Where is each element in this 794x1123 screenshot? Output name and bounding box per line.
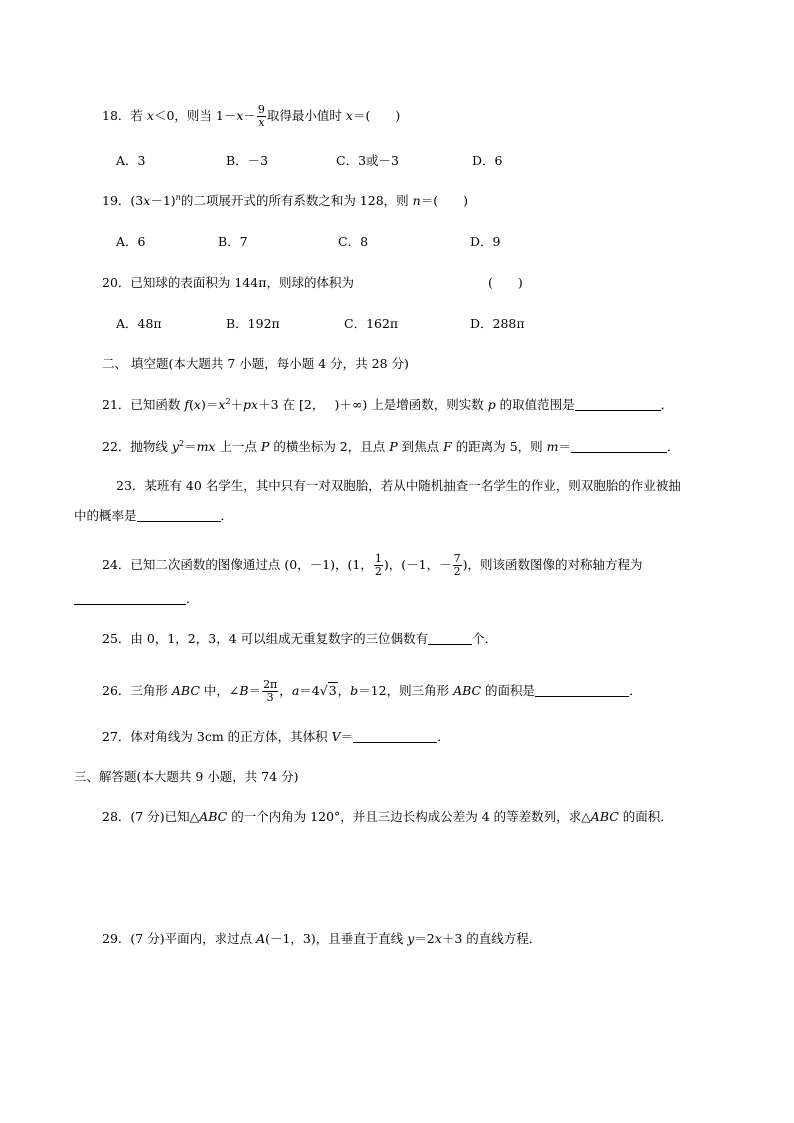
q29-var: A bbox=[256, 931, 266, 946]
q26-var: b bbox=[350, 683, 359, 698]
q21-answer-blank[interactable] bbox=[575, 398, 661, 411]
question-24-line-2 bbox=[74, 591, 199, 607]
q21-var: p bbox=[487, 397, 496, 412]
q20-answer-paren: ( ) bbox=[488, 275, 523, 290]
q26-var: a bbox=[291, 683, 300, 698]
fraction-denominator: 2 bbox=[453, 565, 461, 578]
q23-end: ． bbox=[220, 508, 234, 523]
q21-text: 21．已知函数 bbox=[102, 397, 185, 412]
q18-option-b[interactable]: B．－3 bbox=[226, 153, 269, 168]
q21-text: ＋ bbox=[230, 397, 244, 412]
q26-text: 26．三角形 bbox=[102, 683, 172, 698]
q26-answer-blank[interactable] bbox=[535, 684, 629, 697]
q18-option-d[interactable]: D．6 bbox=[472, 153, 503, 168]
question-19 bbox=[102, 193, 468, 209]
q26-var: ABC bbox=[453, 683, 482, 698]
fraction-denominator: 3 bbox=[266, 691, 274, 704]
q28-text: 的一个内角为 120°，并且三边长构成公差为 4 的等差数列，求△ bbox=[227, 809, 591, 824]
q22-var: F bbox=[443, 439, 452, 454]
q26-text: ， bbox=[337, 683, 351, 698]
fraction-denominator: 2 bbox=[374, 565, 382, 578]
q24-fraction-1 bbox=[374, 553, 383, 578]
q26-text: ＝ bbox=[248, 683, 262, 698]
q28-text: 的面积． bbox=[618, 809, 673, 824]
q18-text: 18．若 bbox=[102, 108, 147, 123]
q24-fraction-2 bbox=[453, 553, 462, 578]
question-25 bbox=[102, 631, 497, 647]
q27-var: V bbox=[331, 729, 341, 744]
question-26 bbox=[102, 679, 642, 704]
q24-text: 24．已知二次函数的图像通过点 (0，－1)，(1， bbox=[102, 557, 373, 572]
q29-var: y bbox=[407, 931, 415, 946]
q29-text: (－1，3)，且垂直于直线 bbox=[265, 931, 408, 946]
q20-option-a[interactable]: A．48π bbox=[116, 316, 162, 331]
q21-text: 的取值范围是 bbox=[495, 397, 575, 412]
q18-fraction bbox=[257, 104, 266, 129]
q26-end: ． bbox=[629, 683, 642, 698]
question-28 bbox=[102, 809, 673, 825]
q21-var: x bbox=[193, 397, 201, 412]
q21-exponent: 2 bbox=[225, 397, 231, 406]
question-21 bbox=[102, 397, 673, 413]
q25-answer-blank[interactable] bbox=[428, 632, 472, 645]
q28-var: ABC bbox=[199, 809, 228, 824]
q19-option-c[interactable]: C．8 bbox=[338, 234, 369, 249]
q19-text: ＝( ) bbox=[420, 193, 468, 208]
q29-var: x bbox=[434, 931, 442, 946]
q27-text: 27．体对角线为 3cm 的正方体，其体积 bbox=[102, 729, 332, 744]
q20-text: 20．已知球的表面积为 144π，则球的体积为 bbox=[102, 275, 354, 290]
q22-text: ＝ bbox=[184, 439, 197, 454]
question-27 bbox=[102, 729, 450, 745]
q21-var: x bbox=[218, 397, 226, 412]
q19-var: n bbox=[412, 193, 421, 208]
question-23-line-1: 23．某班有 40 名学生，其中只有一对双胞胎，若从中随机抽查一名学生的作业，则双胞胎的作业被抽 bbox=[116, 478, 681, 493]
q22-var: mx bbox=[196, 439, 216, 454]
fraction-numerator: 2π bbox=[263, 678, 278, 691]
q22-exponent: 2 bbox=[178, 439, 185, 448]
q21-text: )＝ bbox=[200, 397, 219, 412]
q18-var: x bbox=[236, 108, 244, 123]
q26-text: ＝4 bbox=[299, 683, 320, 698]
q26-text: ＝12，则三角形 bbox=[358, 683, 454, 698]
q29-text: 29．(7 分)平面内，求过点 bbox=[102, 931, 257, 946]
q22-var: P bbox=[389, 439, 398, 454]
q22-var: P bbox=[260, 439, 270, 454]
q18-var: x bbox=[146, 108, 154, 123]
section-3-heading: 三、解答题(本大题共 9 小题，共 74 分) bbox=[74, 769, 299, 784]
q29-text: ＝2 bbox=[414, 931, 435, 946]
q26-text: 的面积是 bbox=[481, 683, 536, 698]
q22-text: 的距离为 5，则 bbox=[451, 439, 547, 454]
q26-fraction bbox=[262, 679, 278, 704]
q18-text: － bbox=[243, 108, 256, 123]
question-23-line-2 bbox=[74, 508, 233, 524]
q27-end: ． bbox=[437, 729, 450, 744]
q24-answer-blank[interactable] bbox=[74, 592, 186, 605]
q22-var: m bbox=[546, 439, 559, 454]
q22-text: ＝ bbox=[558, 439, 572, 454]
q27-answer-blank[interactable] bbox=[353, 730, 437, 743]
q19-text: 19．(3 bbox=[102, 193, 144, 208]
q22-end: ． bbox=[667, 439, 680, 454]
q20-option-d[interactable]: D．288π bbox=[470, 316, 525, 331]
q28-var: ABC bbox=[590, 809, 619, 824]
q22-answer-blank[interactable] bbox=[571, 440, 667, 453]
q21-var: px bbox=[243, 397, 259, 412]
q19-option-a[interactable]: A．6 bbox=[116, 234, 146, 249]
q19-option-d[interactable]: D．9 bbox=[470, 234, 501, 249]
q28-text: 28．(7 分)已知△ bbox=[102, 809, 200, 824]
q27-text: ＝ bbox=[340, 729, 354, 744]
q23-answer-blank[interactable] bbox=[137, 509, 221, 522]
q22-text: 22．抛物线 bbox=[102, 439, 172, 454]
q24-end: ． bbox=[186, 591, 199, 606]
q23-text: 中的概率是 bbox=[74, 508, 137, 523]
q22-text: 到焦点 bbox=[397, 439, 444, 454]
q21-text: ＋3 在 [2， )＋∞) 上是增函数，则实数 bbox=[258, 397, 488, 412]
q26-radicand: 3 bbox=[328, 683, 337, 698]
fraction-numerator: 9 bbox=[257, 103, 265, 116]
q26-var: B bbox=[239, 683, 249, 698]
q19-exponent: n bbox=[175, 193, 181, 202]
q18-option-a[interactable]: A．3 bbox=[116, 153, 146, 168]
q26-text: 中，∠ bbox=[199, 683, 240, 698]
question-24 bbox=[102, 553, 642, 578]
q20-option-b[interactable]: B．192π bbox=[226, 316, 280, 331]
q26-text: ， bbox=[279, 683, 292, 698]
question-18 bbox=[102, 104, 400, 129]
question-29 bbox=[102, 931, 541, 947]
question-22 bbox=[102, 439, 680, 455]
q19-var: x bbox=[143, 193, 151, 208]
q29-text: ＋3 的直线方程． bbox=[441, 931, 542, 946]
fraction-numerator: 1 bbox=[374, 552, 382, 565]
q25-text: 25．由 0，1，2，3，4 可以组成无重复数字的三位偶数有 bbox=[102, 631, 429, 646]
q24-text: )，则该函数图像的对称轴方程为 bbox=[462, 557, 643, 572]
fraction-denominator: x bbox=[258, 116, 265, 129]
q22-text: 的横坐标为 2，且点 bbox=[269, 439, 390, 454]
q21-end: ． bbox=[660, 397, 674, 412]
q22-var: y bbox=[171, 439, 179, 454]
q18-text: ＝( ) bbox=[352, 108, 401, 123]
q22-text: 上一点 bbox=[215, 439, 261, 454]
q25-end: 个． bbox=[472, 631, 498, 646]
q18-text: ＜0，则当 1－ bbox=[153, 108, 237, 123]
fraction-numerator: 7 bbox=[453, 552, 461, 565]
q20-option-c[interactable]: C．162π bbox=[344, 316, 399, 331]
q21-var: f bbox=[184, 397, 190, 412]
q18-option-c[interactable]: C．3或－3 bbox=[336, 153, 399, 168]
q21-text: ( bbox=[189, 397, 194, 412]
section-2-heading: 二、 填空题(本大题共 7 小题，每小题 4 分，共 28 分) bbox=[102, 356, 409, 371]
q18-text: 取得最小值时 bbox=[266, 108, 346, 123]
q19-text: －1) bbox=[150, 193, 176, 208]
q26-var: ABC bbox=[171, 683, 200, 698]
q24-text: )，(－1，－ bbox=[383, 557, 452, 572]
q19-text: 的二项展开式的所有系数之和为 128，则 bbox=[180, 193, 413, 208]
question-20 bbox=[102, 275, 354, 291]
q19-option-b[interactable]: B．7 bbox=[218, 234, 248, 249]
sqrt-sign-icon: √ bbox=[319, 683, 328, 698]
q18-var: x bbox=[345, 108, 353, 123]
